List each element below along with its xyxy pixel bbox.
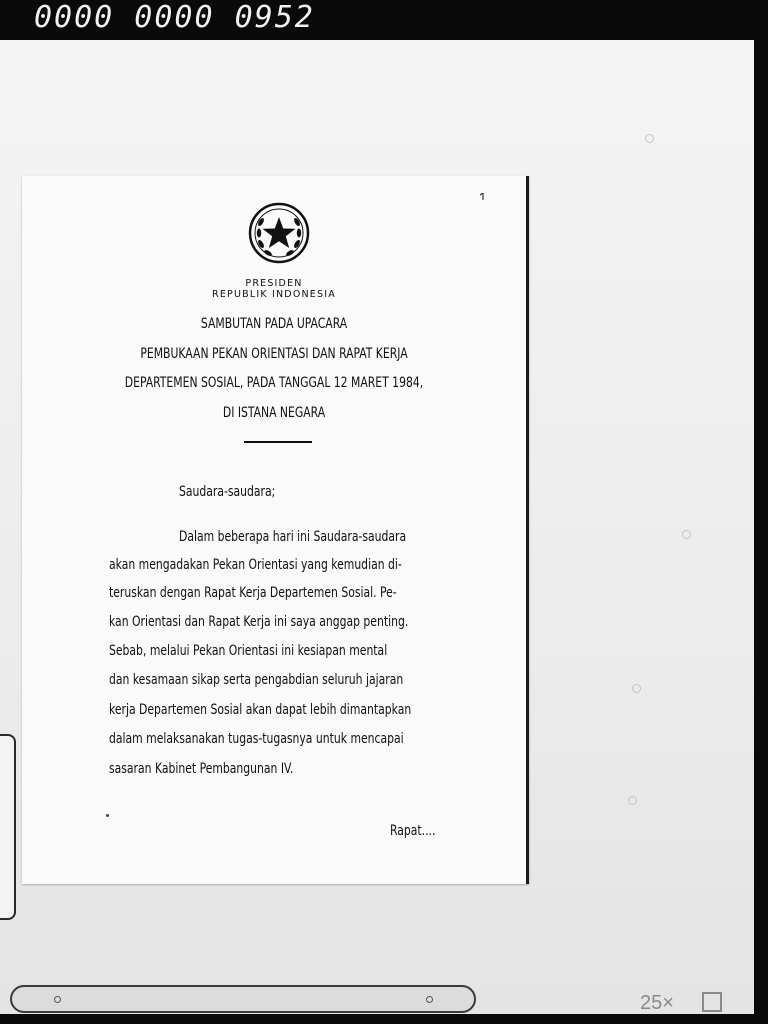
body-text-line: sasaran Kabinet Pembangunan IV. (109, 761, 294, 777)
catchword: Rapat.... (390, 823, 436, 839)
film-carrier-rail (10, 985, 476, 1013)
issuing-office-line: PRESIDEN (245, 278, 303, 289)
body-text-line: dalam melaksanakan tugas-tugasnya untuk mencapai (109, 731, 404, 747)
film-border-right (754, 40, 768, 1024)
rail-hole (54, 996, 61, 1003)
body-text-line: kerja Departemen Sosial akan dapat lebih dimantapkan (109, 702, 412, 718)
rail-hole (426, 996, 433, 1003)
page-corner-mark (479, 193, 485, 200)
dust-spot (682, 530, 691, 539)
magnification-box-icon (702, 992, 722, 1012)
frame-number: 0000 0000 0952 (34, 0, 315, 35)
body-text-line: Sebab, melalui Pekan Orientasi ini kesiapan mental (109, 643, 388, 659)
salutation: Saudara-saudara; (179, 484, 276, 500)
title-underline (244, 441, 312, 443)
dust-spot (645, 134, 654, 143)
speech-title-line: PEMBUKAAN PEKAN ORIENTASI DAN RAPAT KERJA (140, 346, 408, 362)
presidential-seal-icon (248, 202, 310, 264)
magnification-label: 25× (640, 992, 674, 1014)
issuing-office-line: REPUBLIK INDONESIA (212, 289, 336, 300)
speech-title-line: DI ISTANA NEGARA (222, 405, 326, 421)
dust-spot (632, 684, 641, 693)
film-holder-clip (0, 734, 16, 920)
body-text-line: Dalam beberapa hari ini Saudara-saudara (179, 529, 407, 545)
dust-spot (628, 796, 637, 805)
body-text-line: dan kesamaan sikap serta pengabdian seluruh jajaran (109, 672, 404, 688)
speech-title-line: DEPARTEMEN SOSIAL, PADA TANGGAL 12 MARET 1984, (124, 375, 424, 391)
body-text-line: kan Orientasi dan Rapat Kerja ini saya anggap penting. (109, 614, 409, 630)
body-text-line: akan mengadakan Pekan Orientasi yang kemudian di- (109, 557, 402, 573)
dust-speck (106, 814, 109, 817)
document-page (22, 176, 529, 884)
body-text-line: teruskan dengan Rapat Kerja Departemen Sosial. Pe- (109, 585, 397, 601)
film-header-strip (0, 0, 768, 40)
speech-title-line: SAMBUTAN PADA UPACARA (200, 316, 348, 332)
